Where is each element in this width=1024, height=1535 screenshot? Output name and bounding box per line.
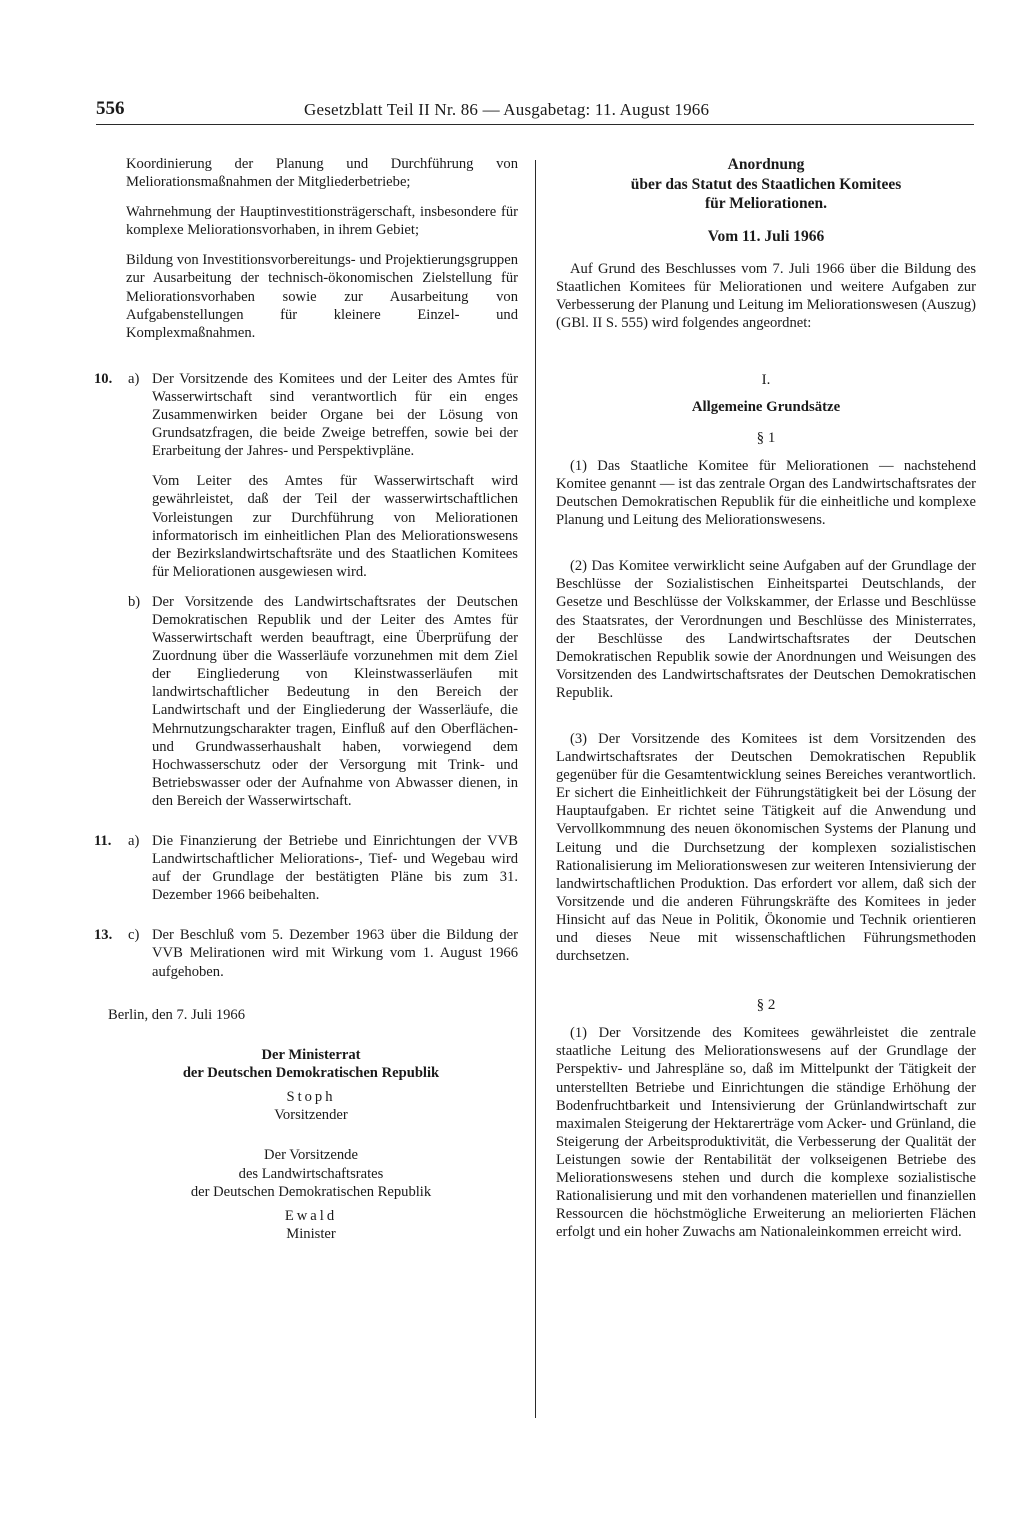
preamble: Auf Grund des Beschlusses vom 7. Juli 1966 über die Bildung des Staatlichen Komitees für Meliorationen und weitere Aufgaben zur Verbesserung der Planung und Leitung im Meliorationswesen (Auszug) (GBl. II S. 555) wird folgendes angeordnet: bbox=[556, 260, 976, 331]
item-10b-text: Der Vorsitzende des Landwirtschaftsrates der Deutschen Demokratischen Republik und der Leiter des Amtes für Wasserwirtschaft werden beauftragt, eine Überprüfung der Zuordnung über die Wasserläufe vorzunehmen mit dem Ziel der Eingliederung von Kleinstwasserläufen mit landwirtschaftlicher Bedeutung in den Bereich der Landwirtschaft und der Eingliederung der Wasserläufe, die Mehrnutzungscharakter tragen, Einfluß auf den Oberflächen- und Grundwasserhaushalt haben, vorwiegend dem Hochwasserschutz oder der Versorgung mit Trink- und Betriebswasser oder der Aufnahme von Abwasser dienen, in den Bereich der Wasserwirtschaft. bbox=[152, 593, 518, 809]
item-letter: c) bbox=[128, 927, 140, 944]
paragraph-sign: § 2 bbox=[756, 997, 776, 1014]
item-10a-text-2: Vom Leiter des Amtes für Wasserwirtschaft wird gewährleistet, daß der Teil der wasserwirtschaftlichen Vorleistungen zur Durchführung von Meliorationen informatorisch im einheitlichen Plan des Meliorationswesens der Bezirkslandwirtschaftsräte und des Staatlichen Komitees für Meliorationen ausgewiesen wird. bbox=[152, 473, 518, 580]
place-date: Berlin, den 7. Juli 1966 bbox=[108, 1006, 246, 1023]
signatory-role: Minister bbox=[286, 1226, 336, 1243]
paragraph-text: (2) Das Komitee verwirklicht seine Aufgaben auf der Grundlage der Beschlüsse der Sozialistischen Einheitspartei Deutschlands, der Gesetze und Beschlüsse der Volkskammer, der Erlasse und Beschlüsse des Staatsrates, der Verordnungen und Beschlüsse des Ministerrates, der Beschlüsse des Landwirtschaftsrates der Deutschen Demokratischen Republik sowie der Anordnungen und Weisungen des Vorsitzenden des Landwirtschaftsrates der Deutschen Demokratischen Republik. bbox=[556, 558, 976, 701]
left-column bbox=[94, 155, 518, 1243]
title-line: Anordnung bbox=[727, 156, 805, 173]
lead-paragraph: Koordinierung der Planung und Durchführung von Meliorationsmaßnahmen der Mitgliederbetriebe; bbox=[126, 156, 518, 191]
item-letter: a) bbox=[128, 833, 140, 849]
right-column bbox=[556, 155, 976, 1241]
decree-title bbox=[556, 155, 976, 214]
title-line: für Meliorationen. bbox=[705, 195, 827, 212]
item-13-text: Der Beschluß vom 5. Dezember 1963 über die Bildung der VVB Melirationen wird mit Wirkung vom 1. August 1966 aufgehoben. bbox=[152, 927, 518, 980]
lead-paragraph: Wahrnehmung der Hauptinvestitionsträgerschaft, insbesondere für komplexe Meliorationsvorhaben, in ihrem Gebiet; bbox=[126, 204, 518, 239]
paragraph-text: (3) Der Vorsitzende des Komitees ist dem Vorsitzenden des Landwirtschaftsrates der Deutschen Demokratischen Republik gegenüber für die Gesamtentwicklung seines Bereiches verantwortlich. Er sichert die Einheitlichkeit der Führungstätigkeit bei der Lösung der Hauptaufgaben. Er richtet seine Tätigkeit auf die Anwendung und Vervollkommnung des neuen ökonomischen Systems der Planung und Leitung und die Durchsetzung der komplexen sozialistischen Rationalisierung im Meliorationswesen zur weiteren Intensivierung der landwirtschaftlichen Produktion. Das erfordert vor allem, daß sich der Vorsitzende und die anderen Führungskräfte des Komitees in jeder Hinsicht auf das Neue in Politik, Ökonomie und Technik orientieren und dieses Neue mit wissenschaftlichen Führungsmethoden durchsetzen. bbox=[556, 731, 976, 965]
signature-org-line: des Landwirtschaftsrates bbox=[238, 1165, 384, 1182]
item-11-text: Die Finanzierung der Betriebe und Einrichtungen der VVB Landwirtschaftlicher Meliorations-, Tief- und Wegebau wird auf der Grundlage der bestätigten Pläne bis zum 31. Dezember 1966 beibehalten. bbox=[152, 833, 518, 904]
paragraph-sign: § 1 bbox=[756, 429, 776, 446]
item-letter: b) bbox=[128, 593, 141, 610]
item-10a-text: Der Vorsitzende des Komitees und der Leiter des Amtes für Wasserwirtschaft sind verantwortlich für ein enges Zusammenwirken beider Organe bei der Lösung von Grundsatzfragen, die beide Zweige betreffen, sowie bei der Erarbeitung der Jahres- und Perspektivpläne. bbox=[152, 370, 518, 460]
item-letter: a) bbox=[128, 370, 140, 387]
section-title: Allgemeine Grundsätze bbox=[691, 398, 841, 415]
signatory-name: Stoph bbox=[286, 1089, 336, 1106]
paragraph-text: (1) Das Staatliche Komitee für Meliorationen — nachstehend Komitee genannt — ist das zentrale Organ des Landwirtschaftsrates der Deutschen Demokratischen Republik für die einheitliche und komplexe Planung und Leitung des Meliorationswesens. bbox=[556, 457, 976, 529]
item-13 bbox=[94, 926, 518, 980]
item-number: 11. bbox=[94, 833, 112, 849]
decree-date: Vom 11. Juli 1966 bbox=[707, 227, 825, 245]
signature-org-line: Der Ministerrat bbox=[261, 1046, 361, 1063]
signatory-role: Vorsitzender bbox=[274, 1107, 348, 1124]
item-10 bbox=[94, 370, 518, 810]
page-number: 556 bbox=[96, 98, 125, 119]
signature-org-line: Der Vorsitzende bbox=[264, 1147, 358, 1164]
item-11 bbox=[94, 832, 518, 904]
lead-paragraph: Bildung von Investitionsvorbereitungs- und Projektierungsgruppen zur Ausarbeitung der technisch-ökonomischen Zielstellung für Meliorationsvorhaben sowie zur Ausarbeitung von Aufgabenstellungen für kleinere Einzel- und Komplexmaßnahmen. bbox=[126, 252, 518, 341]
item-10b bbox=[104, 593, 518, 810]
title-line: über das Statut des Staatlichen Komitees bbox=[630, 175, 902, 193]
signature-org-line: der Deutschen Demokratischen Republik bbox=[182, 1064, 440, 1081]
item-number: 10. bbox=[94, 370, 113, 387]
paragraph-text: (1) Der Vorsitzende des Komitees gewährleistet die zentrale staatliche Leitung des Meliorationswesens auf der Grundlage der Perspektiv- und Jahrespläne so, daß im Mittelpunkt der Tätigkeit der unterstellten Betriebe und Einrichtungen die ständige Erhöhung der Bodenfruchtbarkeit und Intensivierung der Grünlandwirtschaft zur maximalen Steigerung der Hektarerträge vom Acker- und Grünland, die Steigerung der Arbeitsproduktivität, die Verbesserung der Qualität der Leistungen sowie der Rentabilität der volkseigenen Betriebe des Meliorationswesens stehen und durch die komplexe sozialistische Rationalisierung und mit den vorhandenen materiellen und finanziellen Ressourcen die höchstmögliche Erweiterung an meliorierten Flächen erfolgt und ein hoher Zuwachs am Nationaleinkommen erreicht wird. bbox=[556, 1025, 976, 1241]
column-divider bbox=[535, 160, 536, 1418]
signatory-name: Ewald bbox=[284, 1208, 338, 1225]
item-number: 13. bbox=[94, 927, 113, 944]
section-number: I. bbox=[761, 371, 771, 388]
page-header bbox=[96, 92, 974, 125]
running-head: Gesetzblatt Teil II Nr. 86 — Ausgabetag: 11. August 1966 bbox=[304, 100, 710, 119]
signature-org-line: der Deutschen Demokratischen Republik bbox=[190, 1183, 432, 1200]
signature-block bbox=[104, 1046, 518, 1244]
